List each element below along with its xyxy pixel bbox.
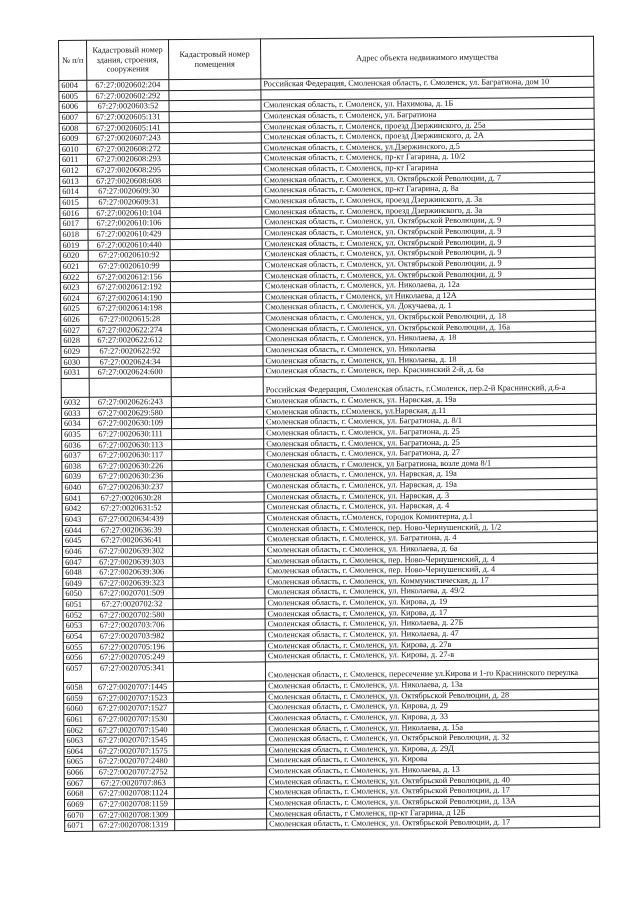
building-cadastral-number: 67:27:0020612:156	[88, 271, 170, 282]
object-address: Смоленская область, г Смоленск, ул Николаева, д 12А	[262, 289, 595, 302]
object-address: Смоленская область, г. Смоленск, ул. Октябрьской Революции, д. 9	[262, 268, 595, 281]
room-cadastral-number	[174, 798, 266, 809]
header-room-cad: Кадастровый номер помещения	[169, 39, 261, 80]
building-cadastral-number: 67:27:0020605:131	[87, 112, 169, 123]
row-number: 6022	[60, 272, 88, 283]
row-number: 6035	[62, 429, 90, 440]
row-number: 6071	[65, 821, 93, 832]
object-address: Смоленская область, г. Смоленск, пер. Ново-Чернушенский, д. 4	[265, 553, 598, 566]
row-number: 6064	[64, 746, 92, 757]
object-address: Смоленская область, г. Смоленск, ул. Нарвская, д. 4	[264, 500, 597, 513]
row-number: 6049	[63, 578, 91, 589]
object-address: Смоленская область, г. Смоленск, ул. Октябрьской Революции, д. 7	[262, 172, 595, 185]
object-address: Смоленская область, г. Смоленск, ул. Николаева, д. 6а	[264, 542, 597, 555]
object-address: Смоленская область, г. Смоленск, пер. Ново-Чернушенский, д. 4	[265, 563, 598, 576]
building-cadastral-number: 67:27:0020707:1445	[92, 682, 174, 693]
room-cadastral-number	[171, 345, 263, 356]
room-cadastral-number	[173, 555, 265, 566]
building-cadastral-number	[89, 378, 171, 398]
room-cadastral-number	[169, 79, 261, 90]
object-address: Смоленская область, г.Смоленск, ул.Нарвская, д.11	[263, 404, 596, 417]
object-address: Смоленская область, г. Смоленск, ул. Николаева, д. 27Б	[265, 617, 598, 630]
room-cadastral-number	[174, 681, 266, 692]
object-address: Смоленская область, г. Смоленск, ул. Коммунистическая, д. 17	[265, 574, 598, 587]
room-cadastral-number	[172, 492, 264, 503]
building-cadastral-number: 67:27:0020705:341	[91, 663, 173, 683]
room-cadastral-number	[173, 598, 265, 609]
room-cadastral-number	[171, 356, 263, 367]
building-cadastral-number: 67:27:0020630:237	[90, 482, 172, 493]
object-address: Смоленская область, г. Смоленск, ул. Октябрьской Революции, д. 18	[263, 310, 596, 323]
building-cadastral-number: 67:27:0020607:243	[87, 133, 169, 144]
room-cadastral-number	[174, 766, 266, 777]
building-cadastral-number: 67:27:0020639:323	[91, 577, 173, 588]
object-address: Смоленская область, г. Смоленск, ул. Октябрьской Революции, д. 40	[266, 774, 599, 787]
row-number: 6032	[61, 397, 89, 408]
building-cadastral-number: 67:27:0020608:295	[87, 165, 169, 176]
room-cadastral-number	[170, 185, 262, 196]
object-address: Смоленская область, г. Смоленск, ул. Кирова, д. 27в	[265, 638, 598, 651]
row-number: 6020	[60, 251, 88, 262]
object-address: Смоленская область, г. Смоленск, ул. Николаева, д. 47	[265, 627, 598, 640]
room-cadastral-number	[174, 702, 266, 713]
object-address: Смоленская область, г. Смоленск, ул. Октябрьской Революции, д. 9	[262, 247, 595, 260]
room-cadastral-number	[170, 239, 262, 250]
object-address: Смоленская область, г. Смоленск, ул. Николаева, д. 18	[263, 332, 596, 345]
building-cadastral-number: 67:27:0020608:293	[87, 154, 169, 165]
building-cadastral-number: 67:27:0020622:274	[89, 324, 171, 335]
row-number: 6056	[63, 653, 91, 664]
room-cadastral-number	[172, 513, 264, 524]
building-cadastral-number: 67:27:0020707:1545	[92, 735, 174, 746]
row-number: 6021	[60, 261, 88, 272]
building-cadastral-number: 67:27:0020612:192	[88, 282, 170, 293]
room-cadastral-number	[174, 691, 266, 702]
object-address: Смоленская область, г. Смоленск, ул. Нарвская, д. 3	[264, 489, 597, 502]
building-cadastral-number: 67:27:0020614:190	[88, 292, 170, 303]
room-cadastral-number	[169, 143, 261, 154]
object-address: Смоленская область, г. Смоленск, ул. Багратиона, д. 8/1	[263, 415, 596, 428]
object-address: Смоленская область, г. Смоленск, ул. Николаева	[263, 342, 596, 355]
object-address: Смоленская область, г. Смоленск, пер. Ново-Чернушенский, д. 1/2	[264, 521, 597, 534]
row-number: 6019	[60, 240, 88, 251]
room-cadastral-number	[170, 281, 262, 292]
row-number: 6005	[59, 91, 87, 102]
row-number: 6058	[64, 682, 92, 693]
building-cadastral-number: 67:27:0020707:2480	[92, 756, 174, 767]
row-number: 6067	[64, 778, 92, 789]
building-cadastral-number: 67:27:0020610:440	[88, 239, 170, 250]
building-cadastral-number: 67:27:0020624:34	[89, 356, 171, 367]
object-address: Смоленская область, г. Смоленск, ул. Николаева, д. 49/2	[265, 585, 598, 598]
room-cadastral-number	[172, 428, 264, 439]
object-address: Смоленская область, г. Смоленск, ул. Багратиона	[261, 108, 594, 121]
room-cadastral-number	[171, 396, 263, 407]
object-address: Смоленская область, г. Смоленск, ул. Багратиона, д. 27	[264, 446, 597, 459]
room-cadastral-number	[171, 324, 263, 335]
row-number: 6033	[61, 408, 89, 419]
row-number: 6004	[59, 80, 87, 91]
object-address: Смоленская область, г Смоленск, пр-кт Гагарина, д 12Б	[267, 806, 600, 819]
building-cadastral-number: 67:27:0020705:249	[91, 652, 173, 663]
building-cadastral-number: 67:27:0020702:32	[91, 599, 173, 610]
room-cadastral-number	[172, 460, 264, 471]
object-address: Смоленская область, г. Смоленск, ул. Октябрьской Революции, д. 17	[267, 817, 600, 830]
row-number: 6057	[63, 663, 91, 682]
building-cadastral-number: 67:27:0020707:1527	[92, 703, 174, 714]
row-number: 6025	[61, 304, 89, 315]
room-cadastral-number	[171, 377, 263, 397]
header-address: Адрес объекта недвижимого имущества	[260, 36, 593, 79]
row-number: 6036	[62, 440, 90, 451]
room-cadastral-number	[173, 609, 265, 620]
room-cadastral-number	[170, 270, 262, 281]
object-address: Смоленская область, г. Смоленск, проезд Дзержинского, д. 2А	[261, 129, 594, 142]
row-number: 6023	[60, 282, 88, 293]
object-address: Российская Федерация, Смоленская область, г.Смоленск, пер.2-й Краснинский, д.6-а	[263, 374, 596, 396]
room-cadastral-number	[174, 755, 266, 766]
room-cadastral-number	[170, 196, 262, 207]
row-number: 6068	[64, 789, 92, 800]
building-cadastral-number: 67:27:0020615:28	[89, 314, 171, 325]
building-cadastral-number: 67:27:0020622:612	[89, 335, 171, 346]
object-address: Смоленская область, г. Смоленск, ул. Багратиона, д. 4	[264, 532, 597, 545]
room-cadastral-number	[169, 132, 261, 143]
object-address: Смоленская область, г. Смоленск, ул. Николаева, д. 13а	[266, 678, 599, 691]
object-address: Смоленская область, г. Смоленск, проезд Дзержинского, д. 3а	[262, 204, 595, 217]
room-cadastral-number	[172, 545, 264, 556]
building-cadastral-number: 67:27:0020626:243	[89, 397, 171, 408]
building-cadastral-number: 67:27:0020614:198	[89, 303, 171, 314]
room-cadastral-number	[171, 334, 263, 345]
room-cadastral-number	[172, 438, 264, 449]
row-number: 6031	[61, 368, 89, 379]
room-cadastral-number	[173, 577, 265, 588]
object-address: Смоленская область, г. Смоленск, ул. Октябрьской Революции, д. 28	[266, 689, 599, 702]
header-building-cad: Кадастровый номер здания, строения, сооружения	[87, 40, 169, 81]
building-cadastral-number: 67:27:0020702:580	[91, 609, 173, 620]
room-cadastral-number	[171, 406, 263, 417]
row-number: 6047	[63, 557, 91, 568]
row-number: 6065	[64, 757, 92, 768]
room-cadastral-number	[170, 249, 262, 260]
table-header	[59, 36, 594, 80]
building-cadastral-number: 67:27:0020636:41	[90, 535, 172, 546]
building-cadastral-number: 67:27:0020639:303	[91, 556, 173, 567]
building-cadastral-number: 67:27:0020609:30	[88, 186, 170, 197]
room-cadastral-number	[172, 470, 264, 481]
building-cadastral-number: 67:27:0020608:608	[88, 175, 170, 186]
building-cadastral-number: 67:27:0020708:1319	[93, 820, 175, 831]
room-cadastral-number	[172, 502, 264, 513]
object-address: Смоленская область, г. Смоленск, ул.Дзержинского, д.5	[261, 140, 594, 153]
building-cadastral-number: 67:27:0020629:580	[89, 407, 171, 418]
building-cadastral-number: 67:27:0020707:863	[92, 777, 174, 788]
row-number: 6026	[61, 314, 89, 325]
building-cadastral-number: 67:27:0020610:104	[88, 207, 170, 218]
row-number: 6024	[60, 293, 88, 304]
building-cadastral-number: 67:27:0020610:429	[88, 229, 170, 240]
building-cadastral-number: 67:27:0020630:28	[90, 492, 172, 503]
object-address: Смоленская область, г. Смоленск, проезд Дзержинского, д. 25а	[261, 119, 594, 132]
room-cadastral-number	[170, 260, 262, 271]
building-cadastral-number: 67:27:0020708:1159	[92, 799, 174, 810]
row-number: 6046	[62, 546, 90, 557]
object-address: Смоленская область, г Смоленск, ул Багратиона, возле дома 8/1	[264, 457, 597, 470]
object-address: Смоленская область, г. Смоленск, пр-кт Гагарина, д. 10/2	[261, 151, 594, 164]
room-cadastral-number	[172, 534, 264, 545]
object-address: Смоленская область, г. Смоленск, ул. Нахимова, д. 1Б	[261, 98, 594, 111]
object-address: Смоленская область, г. Смоленск, ул. Нарвская, д. 19а	[263, 393, 596, 406]
room-cadastral-number	[171, 313, 263, 324]
building-cadastral-number: 67:27:0020602:204	[87, 80, 169, 91]
row-number: 6013	[60, 176, 88, 187]
object-address: Смоленская область, г. Смоленск, ул. Кирова, д. 29Д	[266, 742, 599, 755]
row-number: 6050	[63, 589, 91, 600]
object-address: Смоленская область, г. Смоленск, ул. Октябрьской Революции, д. 9	[262, 236, 595, 249]
row-number: 6015	[60, 197, 88, 208]
object-address: Смоленская область, г. Смоленск, ул. Докучаева, д. 1	[263, 300, 596, 313]
registry-sheet	[58, 36, 599, 832]
row-number: 6066	[64, 767, 92, 778]
row-number: 6051	[63, 599, 91, 610]
row-number: 6052	[63, 610, 91, 621]
row-number: 6034	[61, 418, 89, 429]
building-cadastral-number: 67:27:0020630:113	[90, 439, 172, 450]
object-address: Смоленская область, г. Смоленск, пр-кт Гагарина, д. 8а	[262, 183, 595, 196]
row-number: 6038	[62, 461, 90, 472]
object-address: Российская Федерация, Смоленская область, г. Смоленск, ул. Багратиона, дом 10	[261, 76, 594, 89]
building-cadastral-number: 67:27:0020707:1523	[92, 692, 174, 703]
row-number: 6028	[61, 336, 89, 347]
row-number: 6040	[62, 482, 90, 493]
row-number: 6053	[63, 621, 91, 632]
object-address: Смоленская область, г. Смоленск, ул. Кирова	[266, 753, 599, 766]
object-address: Смоленская область, г. Смоленск, проезд Дзержинского, д. 3а	[262, 193, 595, 206]
room-cadastral-number	[173, 619, 265, 630]
row-number: 6017	[60, 219, 88, 230]
row-number: 6039	[62, 472, 90, 483]
room-cadastral-number	[170, 217, 262, 228]
row-number: 6059	[64, 693, 92, 704]
object-address: Смоленская область, г. Смоленск, ул. Октябрьской Революции, д. 13А	[266, 795, 599, 808]
building-cadastral-number: 67:27:0020707:1540	[92, 724, 174, 735]
building-cadastral-number: 67:27:0020636:39	[90, 524, 172, 535]
room-cadastral-number	[172, 524, 264, 535]
building-cadastral-number: 67:27:0020707:1575	[92, 745, 174, 756]
room-cadastral-number	[169, 100, 261, 111]
building-cadastral-number: 67:27:0020630:117	[90, 450, 172, 461]
room-cadastral-number	[169, 90, 261, 101]
object-address: Смоленская область, г. Смоленск, ул. Нарвская, д. 19а	[264, 478, 597, 491]
room-cadastral-number	[173, 662, 265, 682]
room-cadastral-number	[172, 449, 264, 460]
object-address: Смоленская область, г. Смоленск, ул. Октябрьской Революции, д. 9	[262, 215, 595, 228]
room-cadastral-number	[174, 723, 266, 734]
row-number: 6069	[64, 799, 92, 810]
room-cadastral-number	[174, 734, 266, 745]
property-table	[58, 36, 600, 832]
row-number: 6009	[59, 133, 87, 144]
object-address: Смоленская область, г. Смоленск, ул. Багратиона, д. 25	[264, 425, 597, 438]
building-cadastral-number: 67:27:0020707:2752	[92, 767, 174, 778]
row-number: 6037	[62, 450, 90, 461]
row-number: 6027	[61, 325, 89, 336]
building-cadastral-number: 67:27:0020630:226	[90, 460, 172, 471]
row-number: 6018	[60, 229, 88, 240]
row-number: 6011	[59, 155, 87, 166]
building-cadastral-number: 67:27:0020703:982	[91, 631, 173, 642]
room-cadastral-number	[169, 153, 261, 164]
building-cadastral-number: 67:27:0020639:302	[90, 546, 172, 557]
building-cadastral-number: 67:27:0020708:1309	[93, 809, 175, 820]
object-address: Смоленская область, г. Смоленск, ул. Кирова, д. 17	[265, 606, 598, 619]
row-number: 6062	[64, 725, 92, 736]
building-cadastral-number: 67:27:0020609:31	[88, 197, 170, 208]
room-cadastral-number	[169, 111, 261, 122]
building-cadastral-number: 67:27:0020610:92	[88, 250, 170, 261]
row-number: 6012	[59, 165, 87, 176]
row-number: 6029	[61, 346, 89, 357]
row-number: 6044	[62, 525, 90, 536]
row-number: 6048	[63, 567, 91, 578]
object-address: Смоленская область, г. Смоленск, пересечение ул.Кирова и 1-го Краснинского переулка	[265, 659, 598, 681]
row-number: 6060	[64, 703, 92, 714]
room-cadastral-number	[175, 809, 267, 820]
object-address: Смоленская область, г. Смоленск, ул. Октябрьской Революции, д. 9	[262, 257, 595, 270]
row-number: 6043	[62, 514, 90, 525]
object-address: Смоленская область, г. Смоленск, ул. Николаева, д. 13	[266, 763, 599, 776]
object-address: Смоленская область, г. Смоленск, ул. Октябрьской Революции, д. 32	[266, 731, 599, 744]
building-cadastral-number: 67:27:0020622:92	[89, 346, 171, 357]
row-number: 6054	[63, 631, 91, 642]
building-cadastral-number: 67:27:0020603:52	[87, 101, 169, 112]
object-address: Смоленская область, г. Смоленск, ул. Николаева, д. 15а	[266, 721, 599, 734]
object-address: Смоленская область, г. Смоленск, ул. Кирова, д. 29	[266, 700, 599, 713]
object-address: Смоленская область, г. Смоленск, ул. Октябрьской Революции, д. 16а	[263, 321, 596, 334]
room-cadastral-number	[174, 787, 266, 798]
room-cadastral-number	[174, 713, 266, 724]
header-num: № п/п	[59, 40, 87, 80]
building-cadastral-number: 67:27:0020630:111	[90, 428, 172, 439]
room-cadastral-number	[173, 587, 265, 598]
room-cadastral-number	[175, 819, 267, 830]
building-cadastral-number: 67:27:0020708:1124	[92, 788, 174, 799]
row-number: 6008	[59, 123, 87, 134]
row-number: 6070	[65, 810, 93, 821]
room-cadastral-number	[174, 745, 266, 756]
room-cadastral-number	[169, 121, 261, 132]
row-number	[61, 378, 89, 397]
room-cadastral-number	[173, 630, 265, 641]
building-cadastral-number: 67:27:0020610:106	[88, 218, 170, 229]
room-cadastral-number	[170, 175, 262, 186]
object-address: Смоленская область, г. Смоленск, ул. Нарвская, д. 19а	[264, 468, 597, 481]
row-number: 6055	[63, 642, 91, 653]
object-address: Смоленская область, г. Смоленск, ул. Николаева, д. 18	[263, 353, 596, 366]
building-cadastral-number: 67:27:0020631:52	[90, 503, 172, 514]
object-address: Смоленская область, г. Смоленск, ул. Кирова, д. 19	[265, 595, 598, 608]
object-address: Смоленская область, г. Смоленск, ул. Багратиона, д. 25	[264, 436, 597, 449]
row-number: 6045	[62, 536, 90, 547]
building-cadastral-number: 67:27:0020701:509	[91, 588, 173, 599]
building-cadastral-number: 67:27:0020624:600	[89, 367, 171, 378]
building-cadastral-number: 67:27:0020605:141	[87, 122, 169, 133]
row-number: 6010	[59, 144, 87, 155]
building-cadastral-number: 67:27:0020634:439	[90, 514, 172, 525]
row-number: 6063	[64, 735, 92, 746]
row-number: 6061	[64, 714, 92, 725]
building-cadastral-number: 67:27:0020639:306	[91, 567, 173, 578]
room-cadastral-number	[172, 481, 264, 492]
building-cadastral-number: 67:27:0020705:196	[91, 641, 173, 652]
building-cadastral-number: 67:27:0020703:706	[91, 620, 173, 631]
row-number: 6041	[62, 493, 90, 504]
object-address: Смоленская область, г. Смоленск, пер. Краснинский 2-й, д. 6а	[263, 364, 596, 377]
object-address: Смоленская область, г.Смоленск, городок Коминтерна, д.1	[264, 510, 597, 523]
row-number: 6007	[59, 112, 87, 123]
room-cadastral-number	[169, 164, 261, 175]
object-address: Смоленская область, г. Смоленск, пр-кт Гагарина	[261, 161, 594, 174]
object-address: Смоленская область, г. Смоленск, ул. Кирова, д. 27-в	[265, 649, 598, 662]
building-cadastral-number: 67:27:0020630:236	[90, 471, 172, 482]
building-cadastral-number: 67:27:0020707:1530	[92, 713, 174, 724]
room-cadastral-number	[173, 566, 265, 577]
building-cadastral-number: 67:27:0020602:292	[87, 90, 169, 101]
room-cadastral-number	[170, 207, 262, 218]
object-address: Смоленская область, г. Смоленск, ул. Кирова, д. 33	[266, 710, 599, 723]
row-number: 6042	[62, 504, 90, 515]
row-number: 6006	[59, 102, 87, 113]
row-number: 6016	[60, 208, 88, 219]
object-address: Смоленская область, г. Смоленск, ул. Николаева, д. 12а	[262, 278, 595, 291]
room-cadastral-number	[171, 302, 263, 313]
room-cadastral-number	[171, 417, 263, 428]
row-number: 6014	[60, 187, 88, 198]
room-cadastral-number	[173, 651, 265, 662]
row-number: 6030	[61, 357, 89, 368]
object-address: Смоленская область, г. Смоленск, ул. Октябрьской Революции, д. 17	[266, 785, 599, 798]
room-cadastral-number	[171, 366, 263, 377]
building-cadastral-number: 67:27:0020630:109	[89, 418, 171, 429]
room-cadastral-number	[170, 228, 262, 239]
room-cadastral-number	[174, 777, 266, 788]
object-address: Смоленская область, г. Смоленск, ул. Октябрьской Революции, д. 9	[262, 225, 595, 238]
room-cadastral-number	[173, 641, 265, 652]
building-cadastral-number: 67:27:0020608:272	[87, 143, 169, 154]
room-cadastral-number	[170, 292, 262, 303]
building-cadastral-number: 67:27:0020610:99	[88, 261, 170, 272]
